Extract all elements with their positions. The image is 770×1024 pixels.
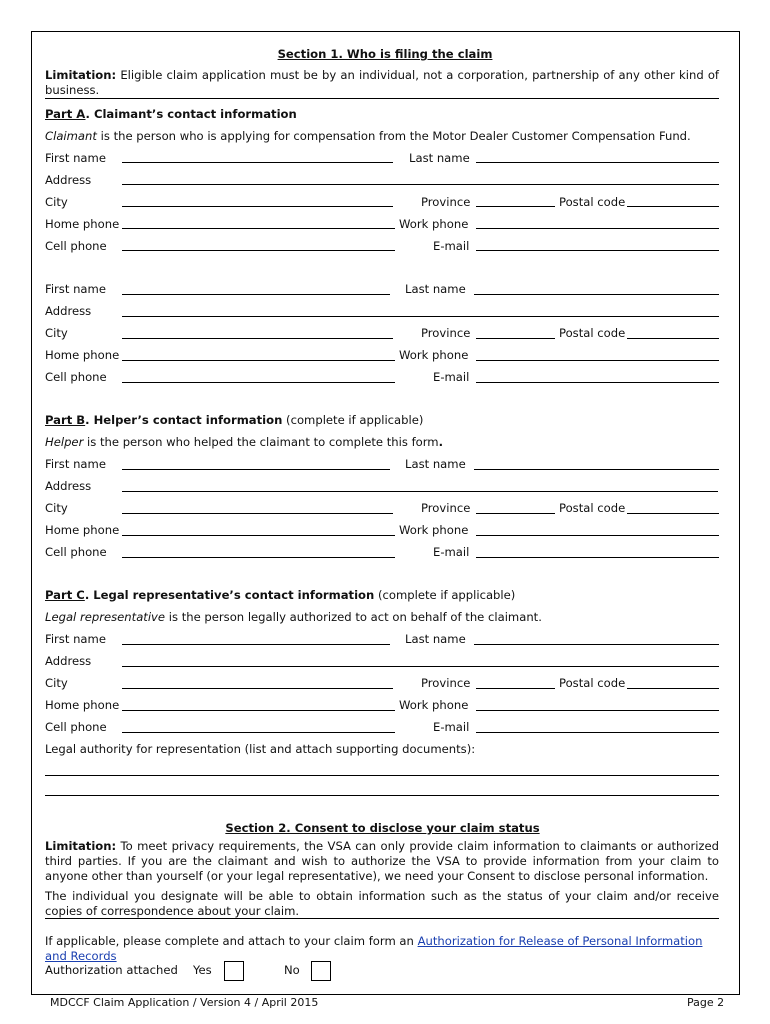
email-label: E-mail — [433, 239, 470, 253]
city-field[interactable] — [122, 513, 393, 514]
partC-description — [45, 610, 542, 624]
address-field[interactable] — [122, 491, 718, 492]
work-phone-label: Work phone — [399, 217, 469, 231]
section2-limitation — [45, 839, 719, 884]
partA-heading — [45, 107, 297, 121]
work-phone-label: Work phone — [399, 348, 469, 362]
last-name-field[interactable] — [476, 162, 719, 163]
postal-code-label: Postal code — [559, 326, 626, 340]
designate-text: The individual you designate will be able to obtain information such as the status of your claim and/or receive copies of correspondence about your claim. — [45, 889, 719, 918]
first-name-label: First name — [45, 151, 106, 165]
limitation-label: Limitation: — [45, 68, 117, 82]
email-label: E-mail — [433, 370, 470, 384]
home-phone-field[interactable] — [122, 360, 395, 361]
home-phone-field[interactable] — [122, 535, 395, 536]
city-label: City — [45, 676, 68, 690]
home-phone-field[interactable] — [122, 710, 395, 711]
yes-checkbox[interactable] — [224, 961, 244, 981]
address-label: Address — [45, 479, 92, 493]
work-phone-label: Work phone — [399, 698, 469, 712]
partB-desc-text: is the person who helped the claimant to complete this form — [83, 435, 439, 449]
partA-title: . Claimant’s contact information — [85, 107, 297, 121]
partA-term: Claimant — [45, 129, 97, 143]
legal-authority-label: Legal authority for representation (list and attach supporting documents): — [45, 742, 476, 756]
partA-desc-text: is the person who is applying for compensation from the Motor Dealer Customer Compensation Fund. — [96, 129, 691, 143]
home-phone-label: Home phone — [45, 523, 120, 537]
partC-suffix: (complete if applicable) — [374, 588, 516, 602]
partA-description — [45, 129, 691, 143]
last-name-label: Last name — [405, 632, 466, 646]
cell-phone-label: Cell phone — [45, 239, 107, 253]
city-label: City — [45, 326, 68, 340]
applicable-text: If applicable, please complete and attach to your claim form an — [45, 934, 418, 948]
limitation-text: To meet privacy requirements, the VSA can only provide claim information to claimants or authorized third parties. If you are the claimant and wish to authorize the VSA to provide information from your claim to anyone other than yourself (or your legal representative), we need your Consent to disclose personal information. — [45, 839, 720, 883]
cell-phone-field[interactable] — [122, 732, 395, 733]
city-field[interactable] — [122, 206, 393, 207]
no-checkbox[interactable] — [311, 961, 331, 981]
cell-phone-label: Cell phone — [45, 545, 107, 559]
address-label: Address — [45, 304, 92, 318]
province-field[interactable] — [476, 338, 555, 339]
first-name-label: First name — [45, 632, 106, 646]
home-phone-label: Home phone — [45, 217, 120, 231]
cell-phone-field[interactable] — [122, 557, 395, 558]
first-name-label: First name — [45, 457, 106, 471]
last-name-field[interactable] — [474, 644, 719, 645]
postal-code-label: Postal code — [559, 501, 626, 515]
partC-title: . Legal representative’s contact information — [84, 588, 375, 602]
postal-code-field[interactable] — [627, 206, 719, 207]
work-phone-field[interactable] — [476, 710, 719, 711]
province-field[interactable] — [476, 688, 555, 689]
address-field[interactable] — [122, 666, 719, 667]
last-name-label: Last name — [409, 151, 470, 165]
last-name-field[interactable] — [474, 294, 719, 295]
partB-heading — [45, 413, 423, 427]
first-name-field[interactable] — [122, 469, 390, 470]
limitation-text: Eligible claim application must be by an individual, not a corporation, partnership of any other kind of business. — [45, 68, 720, 97]
cell-phone-label: Cell phone — [45, 370, 107, 384]
province-label: Province — [421, 195, 471, 209]
province-label: Province — [421, 676, 471, 690]
first-name-field[interactable] — [122, 644, 390, 645]
work-phone-field[interactable] — [476, 228, 719, 229]
cell-phone-label: Cell phone — [45, 720, 107, 734]
postal-code-field[interactable] — [627, 688, 719, 689]
email-label: E-mail — [433, 545, 470, 559]
province-field[interactable] — [476, 513, 555, 514]
email-field[interactable] — [476, 557, 719, 558]
partB-description — [45, 435, 443, 449]
section1-title: Section 1. Who is filing the claim — [277, 47, 493, 61]
address-field[interactable] — [122, 184, 719, 185]
section-divider — [45, 98, 719, 99]
auth-attached-label: Authorization attached — [45, 963, 178, 977]
first-name-label: First name — [45, 282, 106, 296]
address-label: Address — [45, 654, 92, 668]
home-phone-field[interactable] — [122, 228, 395, 229]
footer-version: MDCCF Claim Application / Version 4 / April 2015 — [50, 996, 319, 1009]
partB-title: . Helper’s contact information — [85, 413, 283, 427]
postal-code-label: Postal code — [559, 676, 626, 690]
partB-suffix: (complete if applicable) — [282, 413, 424, 427]
email-field[interactable] — [476, 382, 719, 383]
work-phone-field[interactable] — [476, 535, 719, 536]
partC-term: Legal representative — [45, 610, 166, 624]
partC-heading — [45, 588, 515, 602]
postal-code-field[interactable] — [627, 338, 719, 339]
legal-authority-field[interactable] — [45, 795, 719, 796]
section1-limitation — [45, 68, 719, 98]
page-number: Page 2 — [687, 996, 725, 1009]
partB-label: Part B — [45, 413, 86, 427]
city-field[interactable] — [122, 688, 393, 689]
city-field[interactable] — [122, 338, 393, 339]
applicable-paragraph — [45, 934, 719, 964]
yes-label: Yes — [193, 963, 212, 977]
first-name-field[interactable] — [122, 294, 390, 295]
postal-code-field[interactable] — [627, 513, 719, 514]
authorization-link[interactable]: Authorization for Release of Personal Information and Records — [45, 934, 703, 963]
email-label: E-mail — [433, 720, 470, 734]
work-phone-field[interactable] — [476, 360, 719, 361]
last-name-label: Last name — [405, 457, 466, 471]
partB-desc-end: . — [438, 435, 444, 449]
last-name-field[interactable] — [474, 469, 719, 470]
cell-phone-field[interactable] — [122, 250, 395, 251]
province-label: Province — [421, 326, 471, 340]
first-name-field[interactable] — [122, 162, 393, 163]
home-phone-label: Home phone — [45, 348, 120, 362]
legal-authority-field[interactable] — [45, 775, 719, 776]
section2-title: Section 2. Consent to disclose your claim status — [225, 821, 540, 835]
last-name-label: Last name — [405, 282, 466, 296]
address-field[interactable] — [122, 316, 719, 317]
city-label: City — [45, 501, 68, 515]
province-field[interactable] — [476, 206, 555, 207]
home-phone-label: Home phone — [45, 698, 120, 712]
postal-code-label: Postal code — [559, 195, 626, 209]
cell-phone-field[interactable] — [122, 382, 395, 383]
no-label: No — [284, 963, 300, 977]
partC-label: Part C — [45, 588, 85, 602]
email-field[interactable] — [476, 250, 719, 251]
province-label: Province — [421, 501, 471, 515]
partC-desc-text: is the person legally authorized to act on behalf of the claimant. — [165, 610, 542, 624]
limitation-label: Limitation: — [45, 839, 117, 853]
email-field[interactable] — [476, 732, 719, 733]
partA-label: Part A — [45, 107, 86, 121]
city-label: City — [45, 195, 68, 209]
section-divider — [45, 918, 719, 919]
address-label: Address — [45, 173, 92, 187]
work-phone-label: Work phone — [399, 523, 469, 537]
partB-term: Helper — [45, 435, 84, 449]
